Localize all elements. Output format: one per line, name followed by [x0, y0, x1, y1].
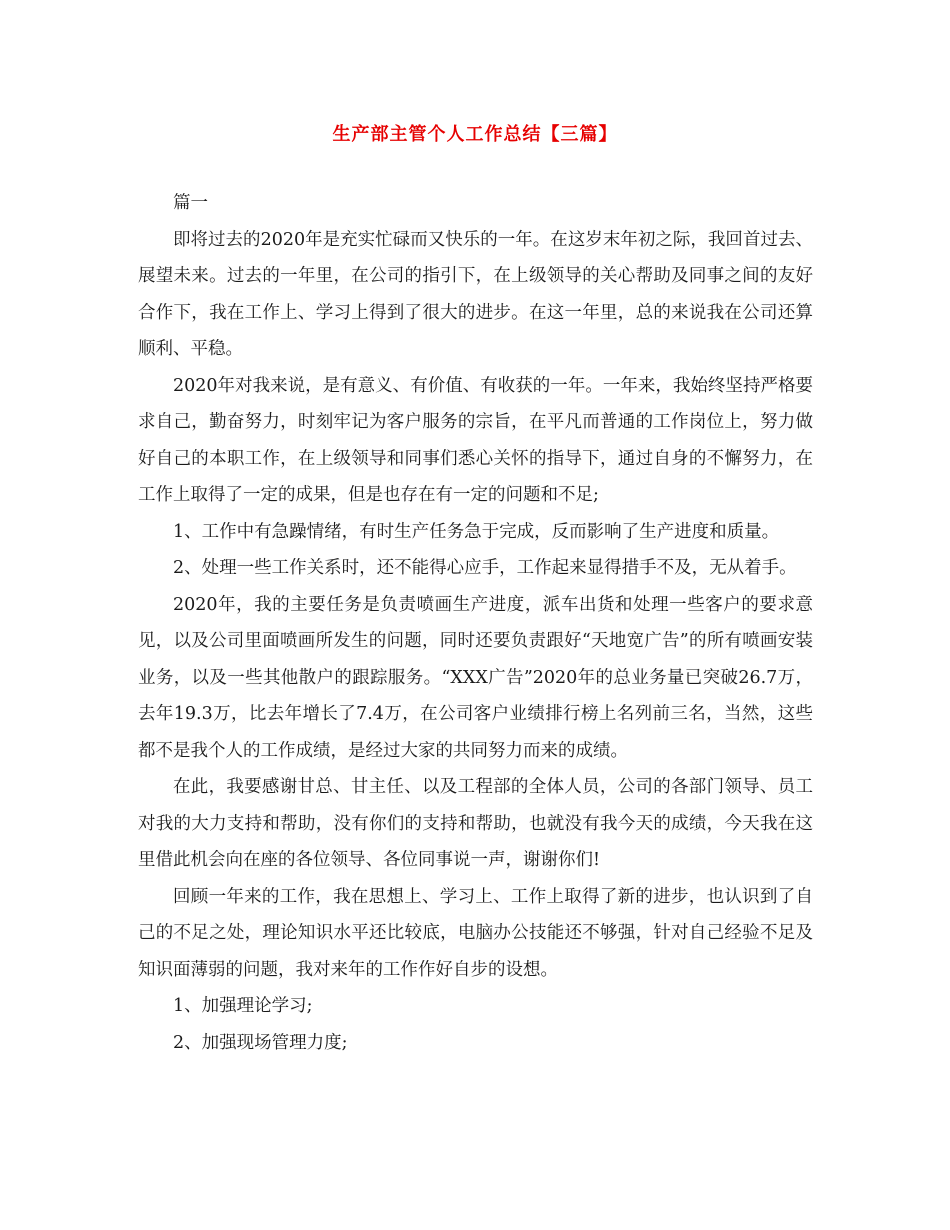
- section-heading: 篇一: [173, 193, 208, 213]
- paragraph: 2020年对我来说，是有意义、有价值、有收获的一年。一年来，我始终坚持严格要求自己，勤奋努力，时刻牢记为客户服务的宗旨，在平凡而普通的工作岗位上，努力做好自己的本职工作，在上级领导和同事们悉心关怀的指导下，通过自身的不懈努力，在工作上取得了一定的成果，但是也存在有一定的问题和不足;: [138, 375, 813, 505]
- paragraph: 在此，我要感谢甘总、甘主任、以及工程部的全体人员，公司的各部门领导、员工对我的大力支持和帮助，没有你们的支持和帮助，也就没有我今天的成绩，今天我在这里借此机会向在座的各位领导、各位同事说一声，谢谢你们!: [138, 777, 813, 870]
- list-item: 1、工作中有急躁情绪，有时生产任务急于完成，反而影响了生产进度和质量。: [173, 521, 780, 542]
- document-title: 生产部主管个人工作总结【三篇】: [332, 124, 618, 145]
- list-item: 2、加强现场管理力度;: [173, 1032, 348, 1053]
- list-item: 2、处理一些工作关系时，还不能得心应手，工作起来显得措手不及，无从着手。: [173, 558, 797, 578]
- paragraph: 即将过去的2020年是充实忙碌而又快乐的一年。在这岁末年初之际，我回首过去、展望未来。过去的一年里，在公司的指引下，在上级领导的关心帮助及同事之间的友好合作下，我在工作上、学习上得到了很大的进步。在这一年里，总的来说我在公司还算顺利、平稳。: [138, 229, 813, 359]
- list-item: 1、加强理论学习;: [173, 996, 313, 1016]
- paragraph: 2020年，我的主要任务是负责喷画生产进度，派车出货和处理一些客户的要求意见，以及公司里面喷画所发生的问题，同时还要负责跟好“天地宽广告”的所有喷画安装业务，以及一些其他散户的跟踪服务。“XXX广告”2020年的总业务量已突破26.7万，去年19.3万，比去年增长了7.4万，在公司客户业绩排行榜上名列前三名，当然，这些都不是我个人的工作成绩，是经过大家的共同努力而来的成绩。: [138, 594, 813, 761]
- paragraph: 回顾一年来的工作，我在思想上、学习上、工作上取得了新的进步，也认识到了自己的不足之处，理论知识水平还比较底，电脑办公技能还不够强，针对自己经验不足及知识面薄弱的问题，我对来年的工作作好自步的设想。: [138, 886, 813, 980]
- document-body: [138, 185, 813, 1061]
